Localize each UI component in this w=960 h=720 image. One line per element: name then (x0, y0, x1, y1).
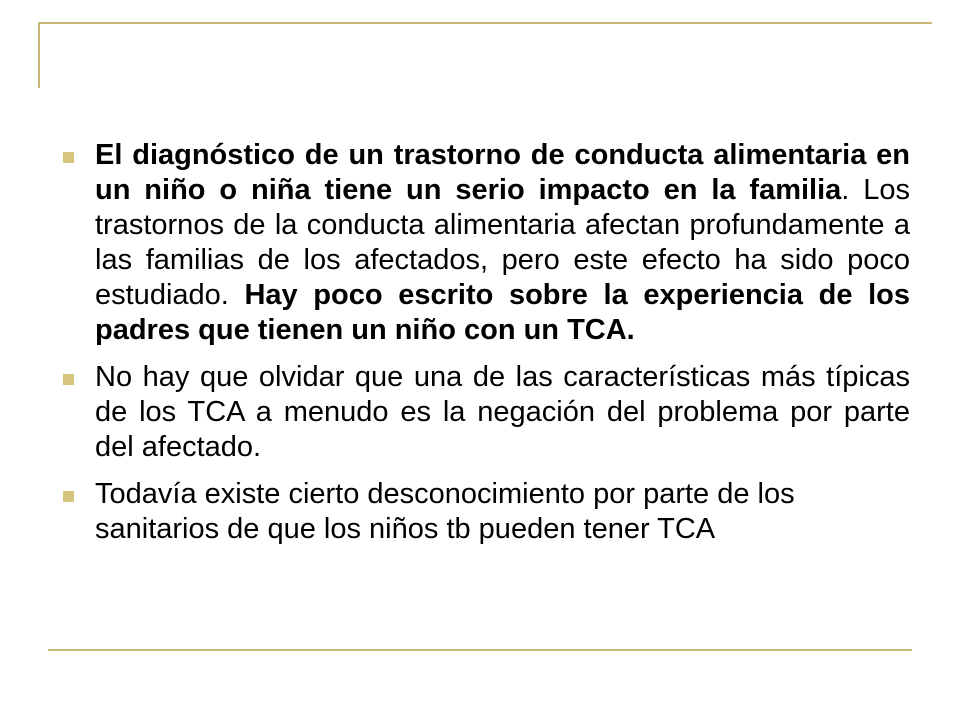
square-bullet-icon (63, 491, 74, 502)
bullet-item-2 (60, 360, 910, 465)
slide-content (60, 138, 910, 559)
bullet-1-bold-tail: Hay poco escrito sobre la experiencia de los padres que tienen un niño con un TCA. (95, 279, 910, 346)
left-border-line (38, 22, 40, 88)
top-border-line (38, 22, 932, 24)
bullet-item-3 (60, 477, 910, 547)
bullet-list (60, 138, 910, 547)
bottom-border-line (48, 649, 912, 651)
bullet-1-body: . Los trastornos de la conducta alimentaria afectan profundamente a las familias de los afectados, pero este efecto ha sido poco estudiado. (95, 174, 910, 311)
square-bullet-icon (63, 374, 74, 385)
square-bullet-icon (63, 152, 74, 163)
bullet-item-1 (60, 138, 910, 348)
bullet-1-bold-lead: El diagnóstico de un trastorno de conducta alimentaria en un niño o niña tiene un serio impacto en la familia (95, 139, 910, 206)
bullet-3-text: Todavía existe cierto desconocimiento por parte de los sanitarios de que los niños tb pueden tener TCA (95, 478, 795, 545)
bullet-2-text: No hay que olvidar que una de las características más típicas de los TCA a menudo es la negación del problema por parte del afectado. (95, 361, 910, 463)
